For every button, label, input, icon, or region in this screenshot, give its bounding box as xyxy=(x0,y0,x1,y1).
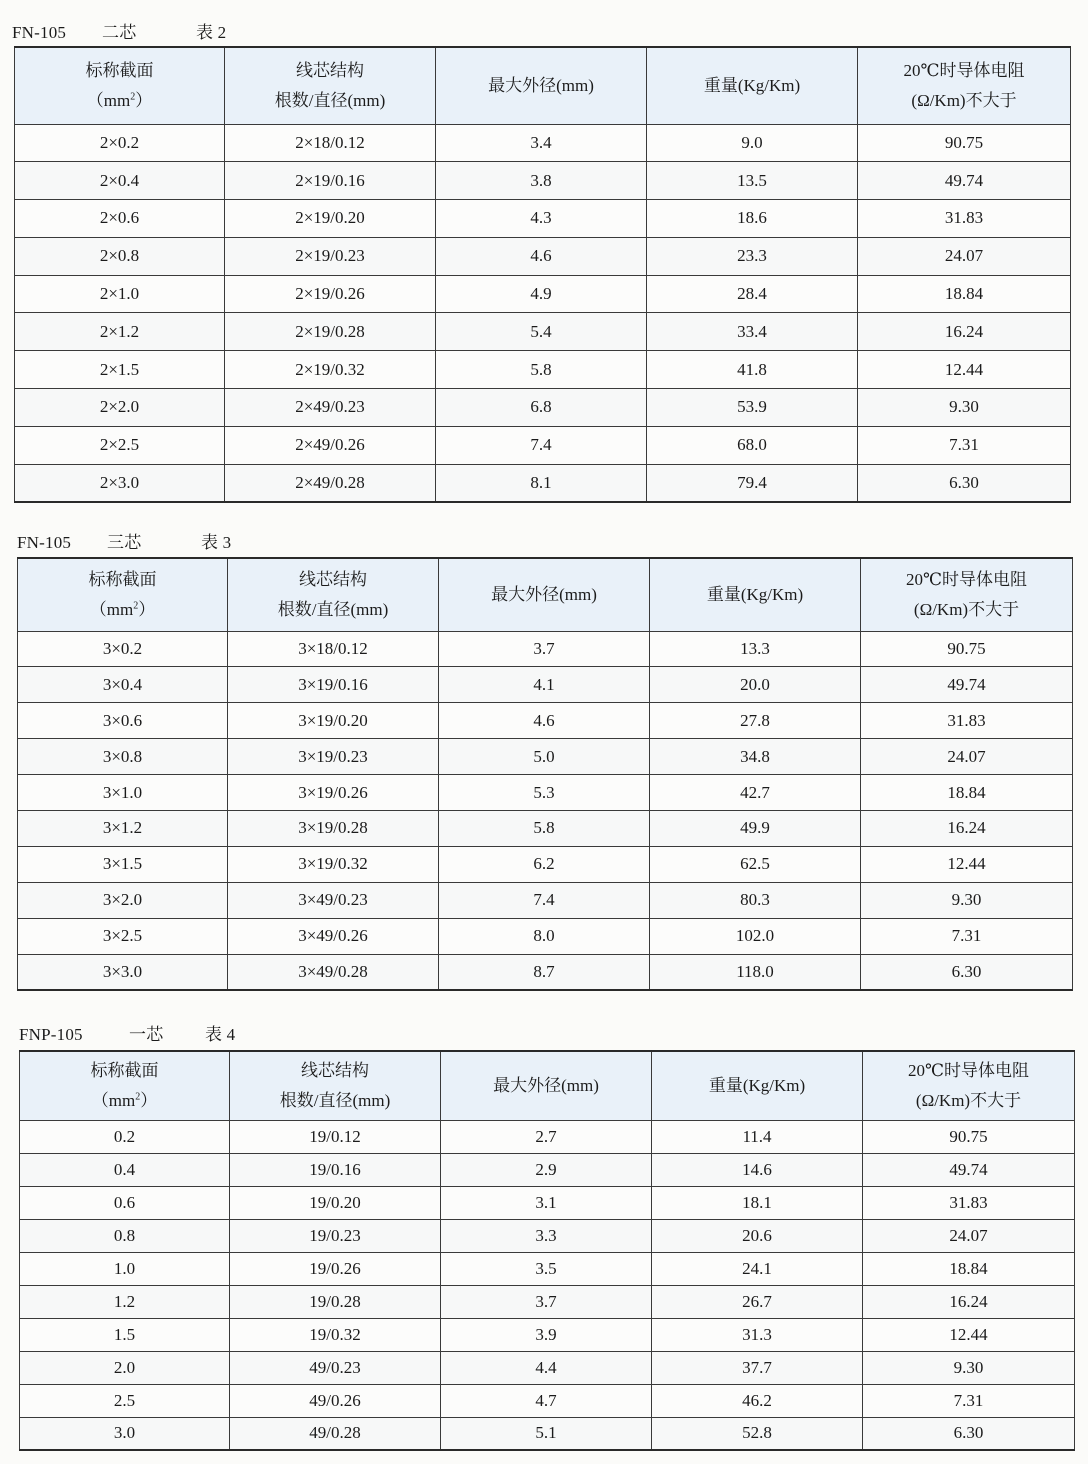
max-diameter-cell: 6.8 xyxy=(436,389,647,427)
nominal-section-cell: 3×1.2 xyxy=(18,810,228,846)
max-diameter-cell: 5.4 xyxy=(436,313,647,351)
table-row xyxy=(18,810,1073,846)
header-core-structure-line1: 线芯结构 xyxy=(299,569,367,589)
unit-close: ） xyxy=(135,90,153,110)
max-diameter-cell: 4.9 xyxy=(436,275,647,313)
table-caption xyxy=(17,532,417,554)
unit-close: ） xyxy=(138,599,156,619)
table-row xyxy=(15,162,1071,200)
core-structure-cell: 2×19/0.23 xyxy=(225,237,436,275)
resistance-cell: 12.44 xyxy=(863,1318,1075,1351)
core-structure-cell: 49/0.23 xyxy=(230,1351,441,1384)
max-diameter-cell: 3.7 xyxy=(439,631,650,667)
nominal-section-cell: 3×0.6 xyxy=(18,703,228,739)
header-nominal-section-unit xyxy=(20,1086,229,1116)
header-core-structure xyxy=(225,47,436,124)
weight-cell: 37.7 xyxy=(652,1351,863,1384)
core-structure-cell: 3×19/0.26 xyxy=(228,775,439,811)
weight-cell: 42.7 xyxy=(650,775,861,811)
core-structure-cell: 2×49/0.23 xyxy=(225,389,436,427)
header-nominal-section-line1: 标称截面 xyxy=(85,60,154,80)
weight-cell: 53.9 xyxy=(647,389,858,427)
weight-cell: 20.0 xyxy=(650,667,861,703)
resistance-cell: 90.75 xyxy=(863,1120,1075,1153)
header-weight: 重量(Kg/Km) xyxy=(647,47,858,124)
header-resistance-line2: (Ω/Km)不大于 xyxy=(911,90,1017,110)
weight-cell: 13.3 xyxy=(650,631,861,667)
header-nominal-section xyxy=(20,1051,230,1120)
resistance-cell: 49.74 xyxy=(863,1153,1075,1186)
max-diameter-cell: 3.4 xyxy=(436,124,647,162)
resistance-cell: 16.24 xyxy=(858,313,1071,351)
header-nominal-section xyxy=(15,47,225,124)
header-core-structure xyxy=(228,558,439,631)
caption-model: FN-105 xyxy=(12,23,67,42)
header-row xyxy=(18,558,1073,631)
max-diameter-cell: 5.8 xyxy=(436,351,647,389)
max-diameter-cell: 5.0 xyxy=(439,739,650,775)
max-diameter-cell: 8.1 xyxy=(436,464,647,502)
core-structure-cell: 19/0.32 xyxy=(230,1318,441,1351)
core-structure-cell: 3×19/0.16 xyxy=(228,667,439,703)
header-nominal-section xyxy=(18,558,228,631)
nominal-section-cell: 3×0.4 xyxy=(18,667,228,703)
resistance-cell: 9.30 xyxy=(863,1351,1075,1384)
max-diameter-cell: 3.9 xyxy=(441,1318,652,1351)
table-row xyxy=(18,775,1073,811)
core-structure-cell: 19/0.28 xyxy=(230,1285,441,1318)
spec-table xyxy=(19,1050,1075,1451)
nominal-section-cell: 2×0.2 xyxy=(15,124,225,162)
nominal-section-cell: 1.5 xyxy=(20,1318,230,1351)
weight-cell: 102.0 xyxy=(650,918,861,954)
table-row xyxy=(20,1285,1075,1318)
core-structure-cell: 3×49/0.28 xyxy=(228,954,439,990)
max-diameter-cell: 2.7 xyxy=(441,1120,652,1153)
resistance-cell: 24.07 xyxy=(858,237,1071,275)
max-diameter-cell: 3.3 xyxy=(441,1219,652,1252)
resistance-cell: 31.83 xyxy=(861,703,1073,739)
core-structure-cell: 3×19/0.32 xyxy=(228,846,439,882)
nominal-section-cell: 2×1.5 xyxy=(15,351,225,389)
weight-cell: 34.8 xyxy=(650,739,861,775)
core-structure-cell: 2×19/0.28 xyxy=(225,313,436,351)
nominal-section-cell: 0.2 xyxy=(20,1120,230,1153)
resistance-cell: 9.30 xyxy=(861,882,1073,918)
nominal-section-cell: 1.2 xyxy=(20,1285,230,1318)
nominal-section-cell: 2×0.6 xyxy=(15,200,225,238)
core-structure-cell: 3×19/0.28 xyxy=(228,810,439,846)
table-row xyxy=(20,1384,1075,1417)
core-structure-cell: 19/0.20 xyxy=(230,1186,441,1219)
core-structure-cell: 19/0.23 xyxy=(230,1219,441,1252)
header-max-diameter: 最大外径(mm) xyxy=(436,47,647,124)
core-structure-cell: 3×49/0.26 xyxy=(228,918,439,954)
header-core-structure xyxy=(230,1051,441,1120)
nominal-section-cell: 3×0.8 xyxy=(18,739,228,775)
unit-close: ） xyxy=(140,1090,158,1110)
max-diameter-cell: 8.7 xyxy=(439,954,650,990)
table-row xyxy=(20,1318,1075,1351)
spec-table xyxy=(14,46,1071,503)
header-max-diameter: 最大外径(mm) xyxy=(439,558,650,631)
core-structure-cell: 19/0.12 xyxy=(230,1120,441,1153)
header-resistance xyxy=(863,1051,1075,1120)
core-structure-cell: 2×19/0.20 xyxy=(225,200,436,238)
table-row xyxy=(18,631,1073,667)
header-resistance-line2: (Ω/Km)不大于 xyxy=(913,599,1020,619)
header-resistance xyxy=(858,47,1071,124)
table-row xyxy=(20,1153,1075,1186)
resistance-cell: 7.31 xyxy=(858,426,1071,464)
weight-cell: 26.7 xyxy=(652,1285,863,1318)
table-row xyxy=(15,313,1071,351)
max-diameter-cell: 3.5 xyxy=(441,1252,652,1285)
core-structure-cell: 3×19/0.23 xyxy=(228,739,439,775)
core-structure-cell: 2×19/0.26 xyxy=(225,275,436,313)
weight-cell: 20.6 xyxy=(652,1219,863,1252)
header-resistance-line1: 20℃时导体电阻 xyxy=(903,60,1025,80)
table-body xyxy=(18,631,1073,990)
max-diameter-cell: 5.8 xyxy=(439,810,650,846)
weight-cell: 31.3 xyxy=(652,1318,863,1351)
table-body xyxy=(15,124,1071,502)
table-row xyxy=(18,882,1073,918)
weight-cell: 18.6 xyxy=(647,200,858,238)
nominal-section-cell: 3.0 xyxy=(20,1417,230,1450)
header-nominal-section-unit xyxy=(18,595,227,625)
resistance-cell: 16.24 xyxy=(863,1285,1075,1318)
table-row xyxy=(15,200,1071,238)
max-diameter-cell: 4.6 xyxy=(439,703,650,739)
table-row xyxy=(18,846,1073,882)
weight-cell: 28.4 xyxy=(647,275,858,313)
max-diameter-cell: 5.3 xyxy=(439,775,650,811)
weight-cell: 80.3 xyxy=(650,882,861,918)
table-row xyxy=(15,351,1071,389)
header-resistance-line2: (Ω/Km)不大于 xyxy=(915,1090,1022,1110)
resistance-cell: 12.44 xyxy=(861,846,1073,882)
header-core-structure-line2: 根数/直径(mm) xyxy=(279,1090,391,1110)
weight-cell: 62.5 xyxy=(650,846,861,882)
max-diameter-cell: 4.7 xyxy=(441,1384,652,1417)
table-row xyxy=(20,1417,1075,1450)
header-nominal-section-line1: 标称截面 xyxy=(88,569,157,589)
table-row xyxy=(18,667,1073,703)
nominal-section-cell: 2.0 xyxy=(20,1351,230,1384)
header-nominal-section-unit xyxy=(15,86,224,116)
unit-open: （mm xyxy=(89,599,134,619)
weight-cell: 27.8 xyxy=(650,703,861,739)
core-structure-cell: 49/0.26 xyxy=(230,1384,441,1417)
core-structure-cell: 19/0.16 xyxy=(230,1153,441,1186)
core-structure-cell: 3×49/0.23 xyxy=(228,882,439,918)
weight-cell: 118.0 xyxy=(650,954,861,990)
nominal-section-cell: 2×2.0 xyxy=(15,389,225,427)
header-resistance xyxy=(861,558,1073,631)
header-row xyxy=(20,1051,1075,1120)
max-diameter-cell: 7.4 xyxy=(436,426,647,464)
resistance-cell: 9.30 xyxy=(858,389,1071,427)
table-row xyxy=(20,1219,1075,1252)
nominal-section-cell: 3×1.0 xyxy=(18,775,228,811)
core-structure-cell: 2×18/0.12 xyxy=(225,124,436,162)
table-row xyxy=(20,1351,1075,1384)
resistance-cell: 16.24 xyxy=(861,810,1073,846)
resistance-cell: 6.30 xyxy=(863,1417,1075,1450)
nominal-section-cell: 2×2.5 xyxy=(15,426,225,464)
header-max-diameter: 最大外径(mm) xyxy=(441,1051,652,1120)
weight-cell: 14.6 xyxy=(652,1153,863,1186)
table-body xyxy=(20,1120,1075,1450)
header-resistance-line1: 20℃时导体电阻 xyxy=(905,569,1028,589)
core-structure-cell: 2×19/0.32 xyxy=(225,351,436,389)
header-resistance-line1: 20℃时导体电阻 xyxy=(907,1060,1030,1080)
caption-label: 表 3 xyxy=(201,533,232,552)
header-core-structure-line1: 线芯结构 xyxy=(301,1060,369,1080)
caption-cores: 三芯 xyxy=(107,533,142,552)
max-diameter-cell: 3.7 xyxy=(441,1285,652,1318)
weight-cell: 23.3 xyxy=(647,237,858,275)
table-row xyxy=(15,275,1071,313)
table-row xyxy=(18,739,1073,775)
caption-label: 表 4 xyxy=(205,1025,236,1044)
spec-table xyxy=(17,557,1073,991)
weight-cell: 11.4 xyxy=(652,1120,863,1153)
header-weight: 重量(Kg/Km) xyxy=(650,558,861,631)
table-row xyxy=(15,464,1071,502)
resistance-cell: 18.84 xyxy=(861,775,1073,811)
weight-cell: 33.4 xyxy=(647,313,858,351)
resistance-cell: 18.84 xyxy=(863,1252,1075,1285)
unit-open: （mm xyxy=(91,1090,136,1110)
table-row xyxy=(20,1120,1075,1153)
nominal-section-cell: 2×1.2 xyxy=(15,313,225,351)
nominal-section-cell: 0.6 xyxy=(20,1186,230,1219)
core-structure-cell: 3×19/0.20 xyxy=(228,703,439,739)
weight-cell: 9.0 xyxy=(647,124,858,162)
max-diameter-cell: 5.1 xyxy=(441,1417,652,1450)
caption-label: 表 2 xyxy=(196,23,227,42)
nominal-section-cell: 2×0.4 xyxy=(15,162,225,200)
core-structure-cell: 2×49/0.26 xyxy=(225,426,436,464)
unit-open: （mm xyxy=(86,90,131,110)
unit-sup: 2 xyxy=(130,91,136,103)
core-structure-cell: 2×19/0.16 xyxy=(225,162,436,200)
resistance-cell: 18.84 xyxy=(858,275,1071,313)
unit-sup: 2 xyxy=(135,1091,141,1103)
weight-cell: 18.1 xyxy=(652,1186,863,1219)
table-caption xyxy=(19,1024,419,1046)
max-diameter-cell: 3.8 xyxy=(436,162,647,200)
nominal-section-cell: 3×2.0 xyxy=(18,882,228,918)
resistance-cell: 7.31 xyxy=(861,918,1073,954)
table-row xyxy=(18,703,1073,739)
nominal-section-cell: 1.0 xyxy=(20,1252,230,1285)
table-row xyxy=(18,918,1073,954)
nominal-section-cell: 2×1.0 xyxy=(15,275,225,313)
caption-cores: 一芯 xyxy=(129,1025,164,1044)
max-diameter-cell: 4.4 xyxy=(441,1351,652,1384)
nominal-section-cell: 2×0.8 xyxy=(15,237,225,275)
weight-cell: 52.8 xyxy=(652,1417,863,1450)
weight-cell: 79.4 xyxy=(647,464,858,502)
table-row xyxy=(15,237,1071,275)
core-structure-cell: 3×18/0.12 xyxy=(228,631,439,667)
resistance-cell: 24.07 xyxy=(861,739,1073,775)
weight-cell: 24.1 xyxy=(652,1252,863,1285)
resistance-cell: 6.30 xyxy=(858,464,1071,502)
unit-sup: 2 xyxy=(133,600,139,612)
weight-cell: 13.5 xyxy=(647,162,858,200)
nominal-section-cell: 2.5 xyxy=(20,1384,230,1417)
resistance-cell: 49.74 xyxy=(858,162,1071,200)
weight-cell: 46.2 xyxy=(652,1384,863,1417)
nominal-section-cell: 0.8 xyxy=(20,1219,230,1252)
weight-cell: 41.8 xyxy=(647,351,858,389)
resistance-cell: 31.83 xyxy=(858,200,1071,238)
max-diameter-cell: 4.3 xyxy=(436,200,647,238)
resistance-cell: 31.83 xyxy=(863,1186,1075,1219)
caption-model: FNP-105 xyxy=(19,1025,83,1044)
weight-cell: 68.0 xyxy=(647,426,858,464)
resistance-cell: 7.31 xyxy=(863,1384,1075,1417)
max-diameter-cell: 6.2 xyxy=(439,846,650,882)
table-caption xyxy=(12,22,412,44)
table-row xyxy=(20,1252,1075,1285)
resistance-cell: 12.44 xyxy=(858,351,1071,389)
max-diameter-cell: 7.4 xyxy=(439,882,650,918)
table-row xyxy=(18,954,1073,990)
nominal-section-cell: 0.4 xyxy=(20,1153,230,1186)
table-row xyxy=(15,124,1071,162)
max-diameter-cell: 2.9 xyxy=(441,1153,652,1186)
core-structure-cell: 19/0.26 xyxy=(230,1252,441,1285)
header-weight: 重量(Kg/Km) xyxy=(652,1051,863,1120)
nominal-section-cell: 3×3.0 xyxy=(18,954,228,990)
table-row xyxy=(15,426,1071,464)
caption-model: FN-105 xyxy=(17,533,72,552)
max-diameter-cell: 4.1 xyxy=(439,667,650,703)
weight-cell: 49.9 xyxy=(650,810,861,846)
max-diameter-cell: 3.1 xyxy=(441,1186,652,1219)
max-diameter-cell: 8.0 xyxy=(439,918,650,954)
resistance-cell: 24.07 xyxy=(863,1219,1075,1252)
caption-cores: 二芯 xyxy=(102,23,137,42)
nominal-section-cell: 3×0.2 xyxy=(18,631,228,667)
header-core-structure-line2: 根数/直径(mm) xyxy=(277,599,389,619)
nominal-section-cell: 3×1.5 xyxy=(18,846,228,882)
header-row xyxy=(15,47,1071,124)
resistance-cell: 90.75 xyxy=(858,124,1071,162)
resistance-cell: 6.30 xyxy=(861,954,1073,990)
header-core-structure-line1: 线芯结构 xyxy=(296,60,364,80)
resistance-cell: 90.75 xyxy=(861,631,1073,667)
table-row xyxy=(15,389,1071,427)
table-row xyxy=(20,1186,1075,1219)
nominal-section-cell: 2×3.0 xyxy=(15,464,225,502)
header-core-structure-line2: 根数/直径(mm) xyxy=(274,90,386,110)
header-nominal-section-line1: 标称截面 xyxy=(90,1060,159,1080)
max-diameter-cell: 4.6 xyxy=(436,237,647,275)
nominal-section-cell: 3×2.5 xyxy=(18,918,228,954)
core-structure-cell: 49/0.28 xyxy=(230,1417,441,1450)
core-structure-cell: 2×49/0.28 xyxy=(225,464,436,502)
resistance-cell: 49.74 xyxy=(861,667,1073,703)
